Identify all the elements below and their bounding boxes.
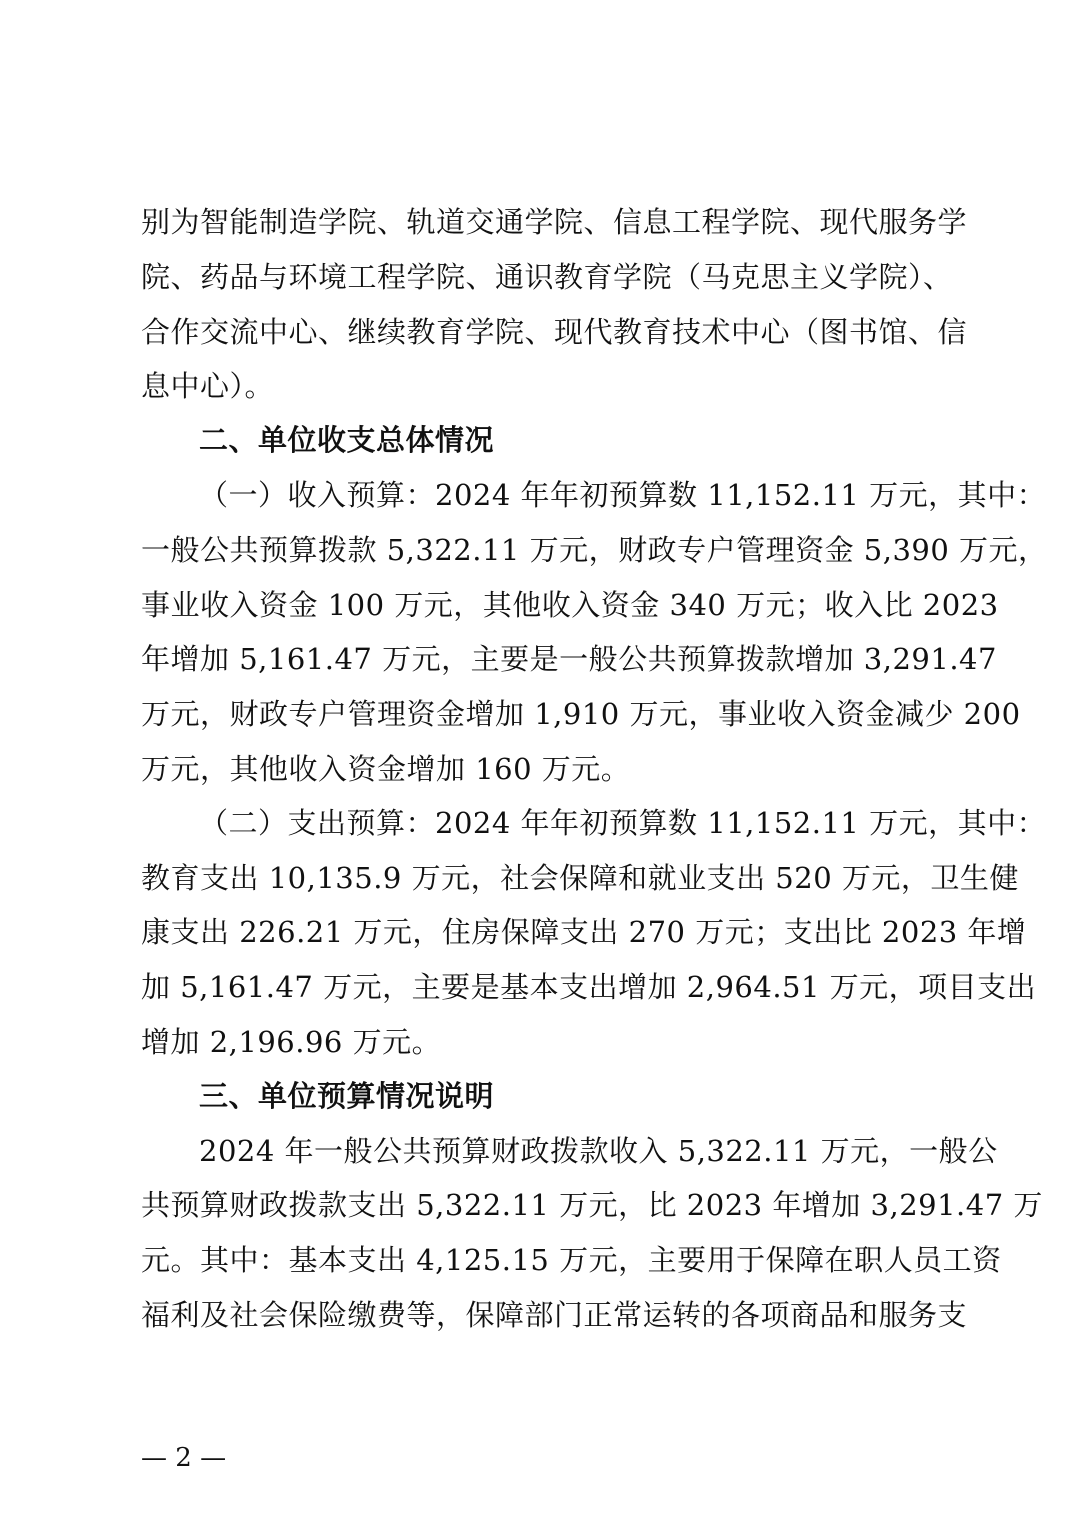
body-text-line: 事业收入资金 100 万元，其他收入资金 340 万元；收入比 2023 — [141, 588, 999, 622]
section-heading: 三、单位预算情况说明 — [199, 1079, 495, 1113]
body-text-line: 教育支出 10,135.9 万元，社会保障和就业支出 520 万元，卫生健 — [141, 861, 1019, 895]
body-text-line: 合作交流中心、继续教育学院、现代教育技术中心（图书馆、信 — [141, 315, 968, 349]
income-budget-label: （一）收入预算： — [199, 478, 436, 512]
expenditure-budget-label: （二）支出预算： — [199, 806, 436, 840]
body-text-line: 万元，财政专户管理资金增加 1,910 万元，事业收入资金减少 200 — [141, 697, 1021, 731]
expenditure-budget-text: 2024 年年初预算数 11,152.11 万元，其中： — [435, 806, 1047, 840]
body-text-line: 别为智能制造学院、轨道交通学院、信息工程学院、现代服务学 — [141, 205, 968, 239]
body-text-line: 一般公共预算拨款 5,322.11 万元，财政专户管理资金 5,390 万元， — [141, 533, 1048, 567]
body-text-line: 康支出 226.21 万元，住房保障支出 270 万元；支出比 2023 年增 — [141, 915, 1027, 949]
body-text-line: 元。其中：基本支出 4,125.15 万元，主要用于保障在职人员工资 — [141, 1243, 1002, 1277]
expenditure-budget-first-line — [199, 805, 1047, 841]
income-budget-text: 2024 年年初预算数 11,152.11 万元，其中： — [435, 478, 1047, 512]
page-number: — 2 — — [141, 1443, 227, 1473]
body-text-line: 增加 2,196.96 万元。 — [141, 1025, 442, 1059]
body-text-line: 万元，其他收入资金增加 160 万元。 — [141, 752, 631, 786]
body-text-line: 息中心）。 — [141, 369, 275, 403]
body-text-line: 加 5,161.47 万元，主要是基本支出增加 2,964.51 万元，项目支出 — [141, 970, 1037, 1004]
body-text-line: 年增加 5,161.47 万元，主要是一般公共预算拨款增加 3,291.47 — [141, 642, 997, 676]
body-text-line: 福利及社会保险缴费等，保障部门正常运转的各项商品和服务支 — [141, 1298, 968, 1332]
body-text-line: 2024 年一般公共预算财政拨款收入 5,322.11 万元，一般公 — [199, 1134, 998, 1168]
body-text-line: 共预算财政拨款支出 5,322.11 万元，比 2023 年增加 3,291.47 万 — [141, 1188, 1043, 1222]
section-heading: 二、单位收支总体情况 — [199, 423, 495, 457]
income-budget-first-line — [199, 477, 1047, 513]
body-text-line: 院、药品与环境工程学院、通识教育学院（马克思主义学院）、 — [141, 260, 953, 294]
